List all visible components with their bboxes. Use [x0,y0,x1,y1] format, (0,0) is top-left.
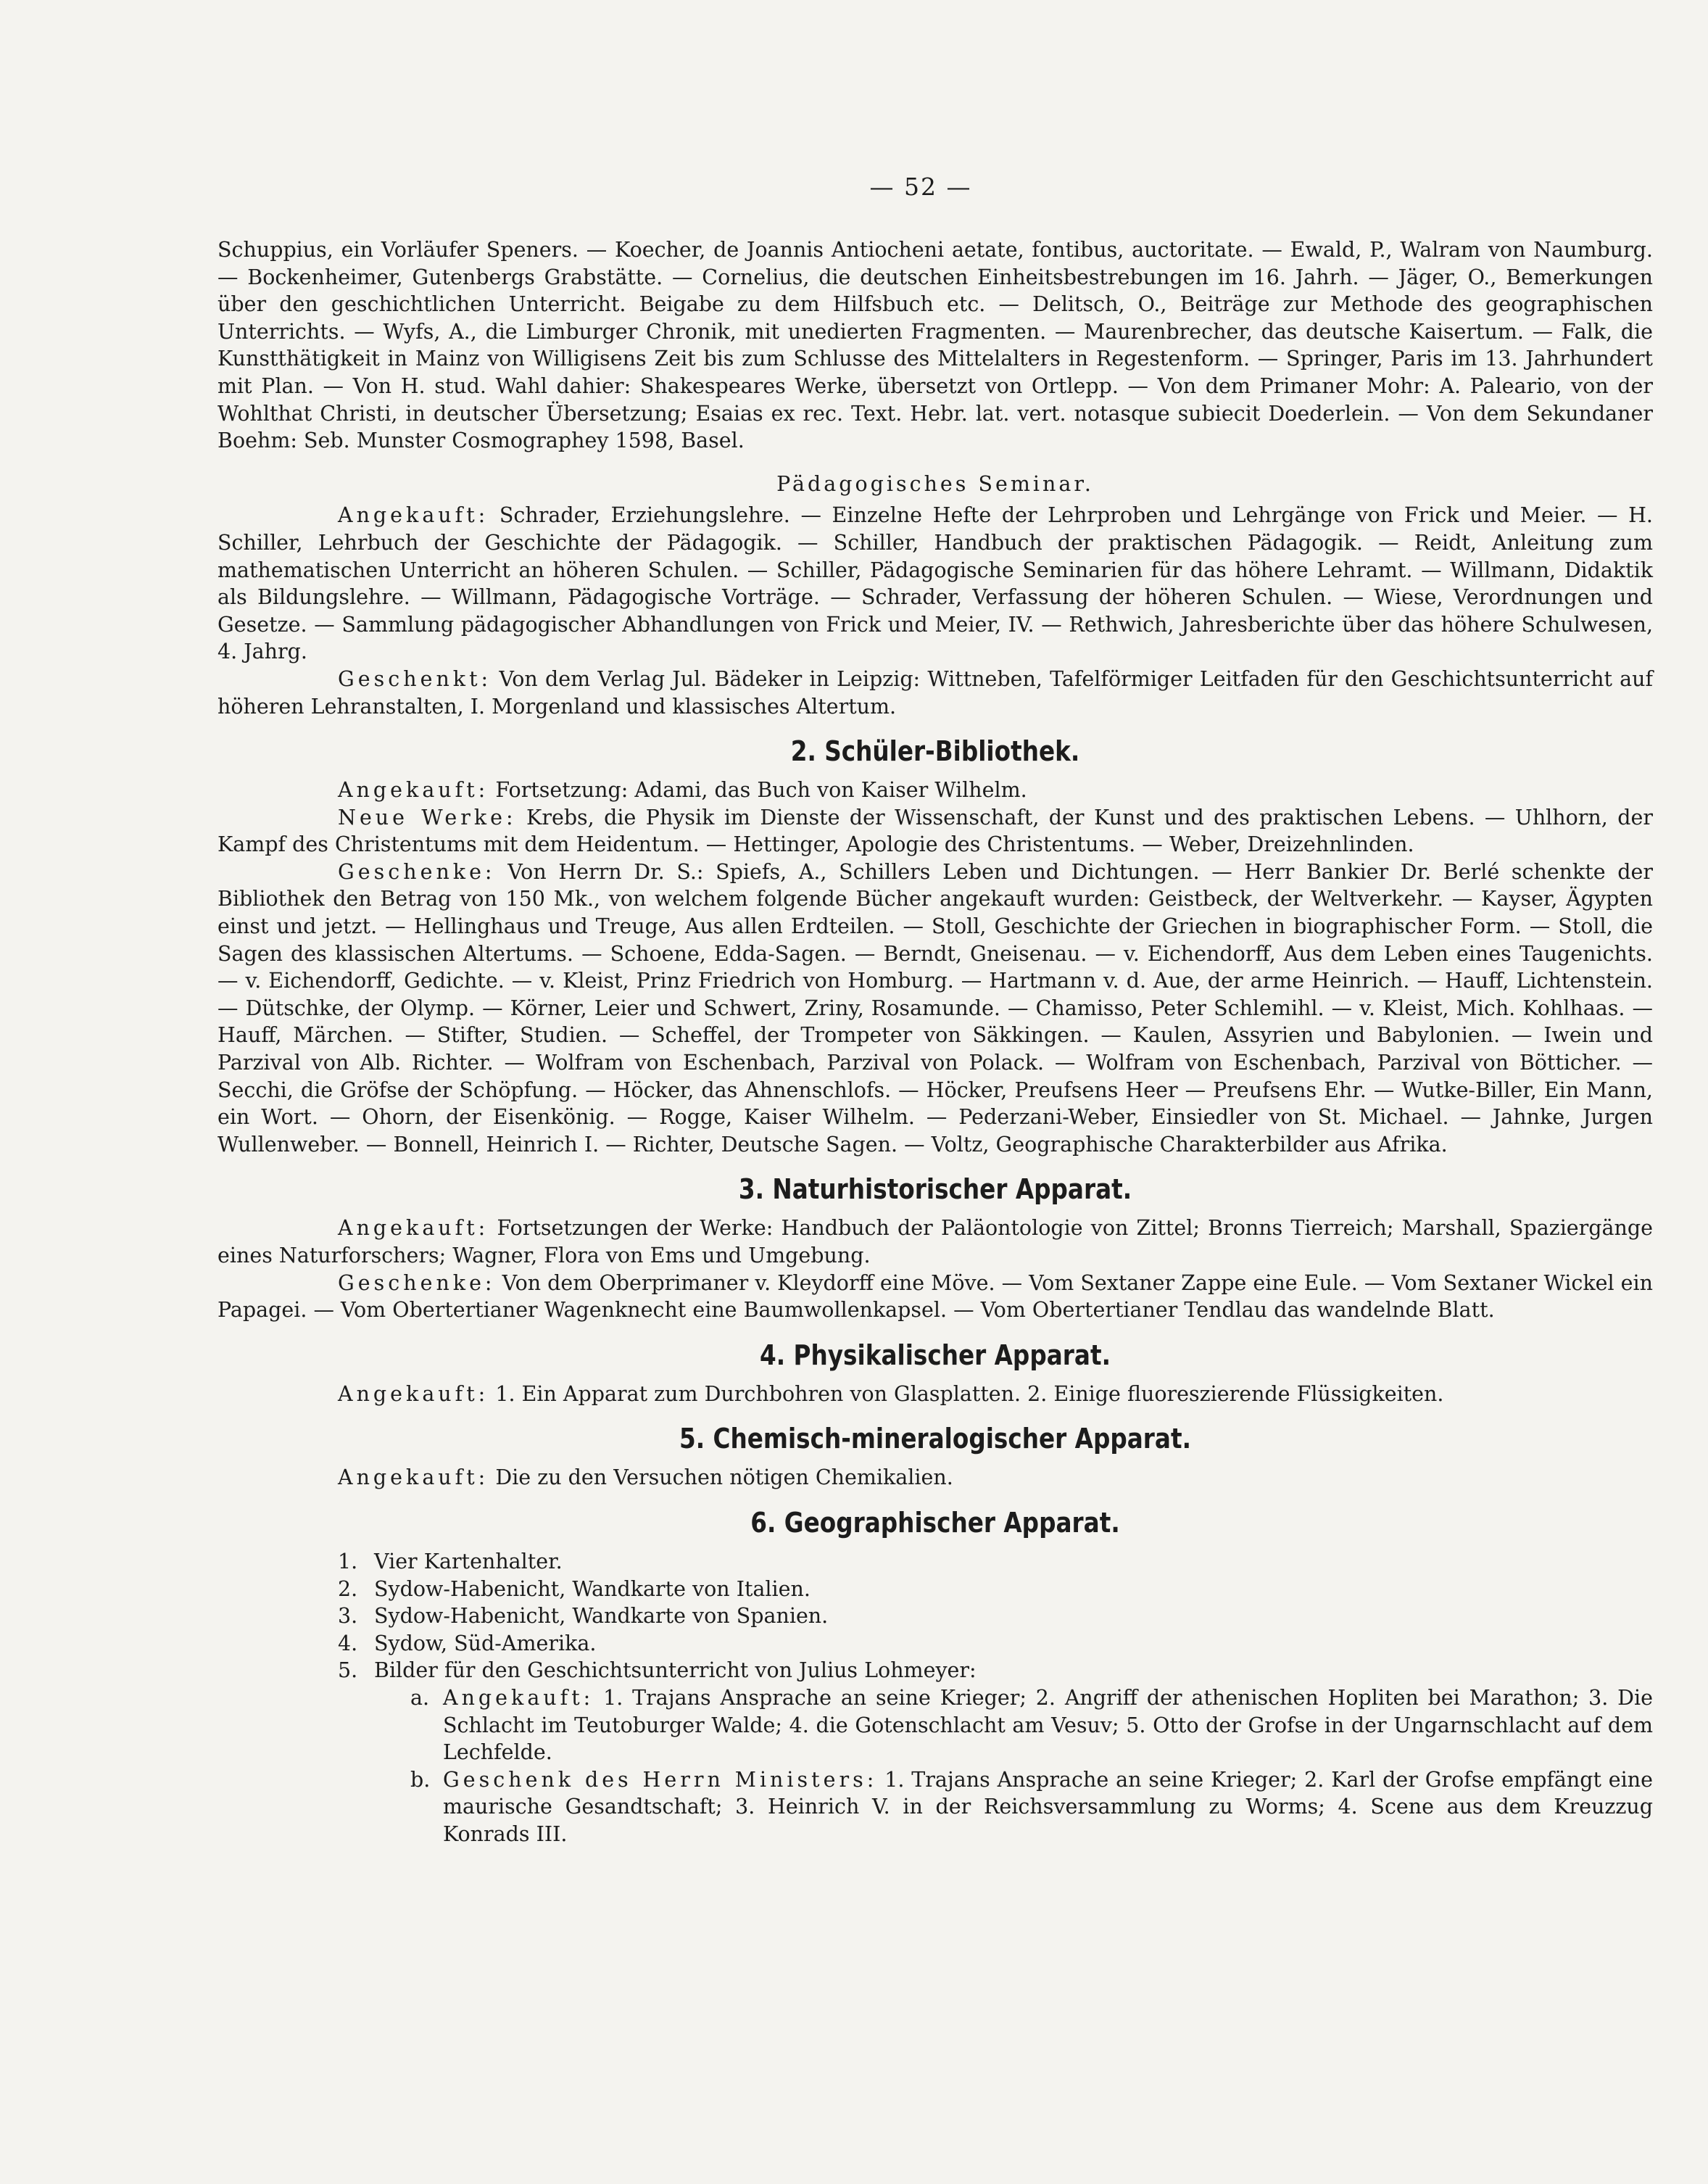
list-item-number: 3. [338,1604,358,1629]
geo-list [217,1548,1653,1848]
natur-geschenke-text: Von dem Oberprimaner v. Kleydorff eine Möve. — Vom Sextaner Zappe eine Eule. — Vom Sextaner Wickel ein Papagei. — Vom Obertertianer Wagenknecht eine Baumwollenkapsel. — Vom Obertertianer Tendlau das wandelnde Blatt. [217,1270,1653,1323]
intro-paragraph: Schuppius, ein Vorläufer Speners. — Koecher, de Joannis Antiocheni aetate, fontibus, auctoritate. — Ewald, P., Walram von Naumburg. — Bockenheimer, Gutenbergs Grabstätte. — Cornelius, die deutschen Einheitsbestrebungen im 16. Jahrh. — Jäger, O., Bemerkungen über den geschichtlichen Unterricht. Beigabe zu dem Hilfsbuch etc. — Delitsch, O., Beiträge zur Methode des geographischen Unterrichts. — Wyfs, A., die Limburger Chronik, mit unedierten Fragmenten. — Maurenbrecher, das deutsche Kaisertum. — Falk, die Kunstthätigkeit in Mainz von Willigisens Zeit bis zum Schlusse des Mittelalters in Regestenform. — Springer, Paris im 13. Jahrhundert mit Plan. — Von H. stud. Wahl dahier: Shakespeares Werke, übersetzt von Ortlepp. — Von dem Primaner Mohr: A. Paleario, von der Wohlthat Christi, in deutscher Übersetzung; Esaias ex rec. Text. Hebr. lat. vert. notasque subiecit Doederlein. — Von dem Sekundaner Boehm: Seb. Munster Cosmographey 1598, Basel. [217,238,1653,453]
seminar-angekauft-text: Schrader, Erziehungslehre. — Einzelne Hefte der Lehrproben und Lehrgänge von Frick und Meier. — H. Schiller, Lehrbuch der Geschichte der Pädagogik. — Schiller, Handbuch der praktischen Pädagogik. — Reidt, Anleitung zum mathematischen Unterricht an höheren Schulen. — Schiller, Pädagogische Seminarien für das höhere Lehramt. — Willmann, Didaktik als Bildungslehre. — Willmann, Pädagogische Vorträge. — Schrader, Verfassung der höheren Schulen. — Wiese, Verordnungen und Gesetze. — Sammlung pädagogischer Abhandlungen von Frick und Meier, IV. — Rethwich, Jahresberichte über das höhere Schulwesen, 4. Jahrg. [217,503,1653,664]
page-content [217,236,1653,1848]
schueler-angekauft [217,777,1653,804]
geo-sublist [374,1684,1653,1848]
list-item-number: 5. [338,1658,358,1683]
schueler-angekauft-label: Angekauft: [338,778,489,803]
physik-angekauft-label: Angekauft: [338,1381,489,1406]
heading-schueler-bibliothek: 2. Schüler-Bibliothek. [790,735,1080,768]
seminar-angekauft [217,502,1653,666]
schueler-geschenke-label: Geschenke: [338,859,496,884]
list-item-text: Sydow, Süd-Amerika. [374,1631,597,1655]
list-item [338,1602,1653,1630]
heading-physikalischer-apparat: 4. Physikalischer Apparat. [760,1339,1111,1371]
list-item-text: Sydow-Habenicht, Wandkarte von Italien. [374,1576,811,1601]
schueler-neue-werke [217,804,1653,859]
schueler-geschenke-text: Von Herrn Dr. S.: Spiefs, A., Schillers Leben und Dichtungen. — Herr Bankier Dr. Berlé schenkte der Bibliothek den Betrag von 150 Mk., von welchem folgende Bücher angekauft wurden: Geistbeck, der Weltverkehr. — Kayser, Ägypten einst und jetzt. — Hellinghaus und Treuge, Aus allen Erdteilen. — Stoll, Geschichte der Griechen in biographischer Form. — Stoll, die Sagen des klassischen Altertums. — Schoene, Edda-Sagen. — Berndt, Gneisenau. — v. Eichendorff, Aus dem Leben eines Taugenichts. — v. Eichendorff, Gedichte. — v. Kleist, Prinz Friedrich von Homburg. — Hartmann v. d. Aue, der arme Heinrich. — Hauff, Lichtenstein. — Dütschke, der Olymp. — Körner, Leier und Schwert, Zriny, Rosamunde. — Chamisso, Peter Schlemihl. — v. Kleist, Mich. Kohlhaas. — Hauff, Märchen. — Stifter, Studien. — Scheffel, der Trompeter von Säkkingen. — Kaulen, Assyrien und Babylonien. — Iwein und Parzival von Alb. Richter. — Wolfram von Eschenbach, Parzival von Polack. — Wolfram von Eschenbach, Parzival von Bötticher. — Secchi, die Gröfse der Schöpfung. — Höcker, das Ahnenschlofs. — Höcker, Preufsens Heer — Preufsens Ehr. — Wutke-Biller, Ein Mann, ein Wort. — Ohorn, der Eisenkönig. — Rogge, Kaiser Wilhelm. — Pederzani-Weber, Einsiedler von St. Michael. — Jahnke, Jurgen Wullenweber. — Bonnell, Heinrich I. — Richter, Deutsche Sagen. — Voltz, Geographische Charakterbilder aus Afrika. [217,859,1653,1157]
physik-angekauft-text: 1. Ein Apparat zum Durchbohren von Glasplatten. 2. Einige fluoreszierende Flüssigkeiten. [495,1381,1444,1406]
list-item-text: Sydow-Habenicht, Wandkarte von Spanien. [374,1604,829,1629]
list-item-text: Bilder für den Geschichtsunterricht von Julius Lohmeyer: [374,1658,977,1683]
sub-list-item [410,1684,1653,1766]
seminar-angekauft-label: Angekauft: [338,503,489,528]
list-item [338,1630,1653,1658]
seminar-geschenkt [217,666,1653,720]
natur-angekauft-label: Angekauft: [338,1216,489,1241]
sub-list-item-letter: b. [410,1767,431,1792]
list-item [338,1548,1653,1576]
schueler-angekauft-text: Fortsetzung: Adami, das Buch von Kaiser Wilhelm. [495,778,1027,803]
list-item-number: 1. [338,1549,358,1573]
list-item-number: 2. [338,1576,358,1601]
page-number: — 52 — [869,173,972,201]
list-item-number: 4. [338,1631,358,1655]
heading-naturhistorischer-apparat: 3. Naturhistorischer Apparat. [738,1173,1132,1206]
sub-list-item [410,1766,1653,1848]
natur-geschenke-label: Geschenke: [338,1270,496,1295]
schueler-geschenke [217,859,1653,1159]
natur-angekauft [217,1215,1653,1269]
seminar-geschenkt-text: Von dem Verlag Jul. Bädeker in Leipzig: Wittneben, Tafelförmiger Leitfaden für den Geschichtsunterricht auf höheren Lehranstalten, I. Morgenland und klassisches Altertum. [217,666,1653,719]
seminar-geschenkt-label: Geschenkt: [338,666,492,691]
chemie-angekauft-label: Angekauft: [338,1465,489,1490]
heading-geographischer-apparat: 6. Geographischer Apparat. [750,1506,1120,1539]
natur-angekauft-text: Fortsetzungen der Werke: Handbuch der Paläontologie von Zittel; Bronns Tierreich; Marshall, Spaziergänge eines Naturforschers; Wagner, Flora von Ems und Umgebung. [217,1216,1654,1267]
list-item [338,1576,1653,1603]
sub-list-item-label: Angekauft: [443,1685,594,1710]
chemie-angekauft-text: Die zu den Versuchen nötigen Chemikalien. [495,1465,953,1490]
heading-chemisch-mineralogischer-apparat: 5. Chemisch-mineralogischer Apparat. [679,1423,1192,1455]
schueler-neue-text: Krebs, die Physik im Dienste der Wissenschaft, der Kunst und des praktischen Lebens. — Uhlhorn, der Kampf des Christentums mit dem Heidentum. — Hettinger, Apologie des Christentums. — Weber, Dreizehnlinden. [217,805,1653,857]
sub-list-item-label: Geschenk des Herrn Ministers: [443,1767,878,1792]
natur-geschenke [217,1270,1653,1324]
seminar-title: Pädagogisches Seminar. [776,471,1094,496]
schueler-neue-label: Neue Werke: [338,805,517,830]
list-item-text: Vier Kartenhalter. [374,1549,563,1573]
sub-list-item-text: 1. Trajans Ansprache an seine Krieger; 2. Karl der Grofse empfängt eine maurische Gesandtschaft; 3. Heinrich V. in der Reichsversammlung zu Worms; 4. Scene aus dem Kreuzzug Konrads III. [443,1767,1653,1846]
physik-angekauft [217,1381,1653,1408]
list-item [338,1657,1653,1848]
sub-list-item-text: 1. Trajans Ansprache an seine Krieger; 2. Angriff der athenischen Hopliten bei Marathon; 3. Die Schlacht im Teutoburger Walde; 4. die Gotenschlacht am Vesuv; 5. Otto der Grofse in der Ungarnschlacht auf dem Lechfelde. [443,1685,1654,1765]
sub-list-item-letter: a. [410,1685,430,1710]
chemie-angekauft [217,1464,1653,1492]
